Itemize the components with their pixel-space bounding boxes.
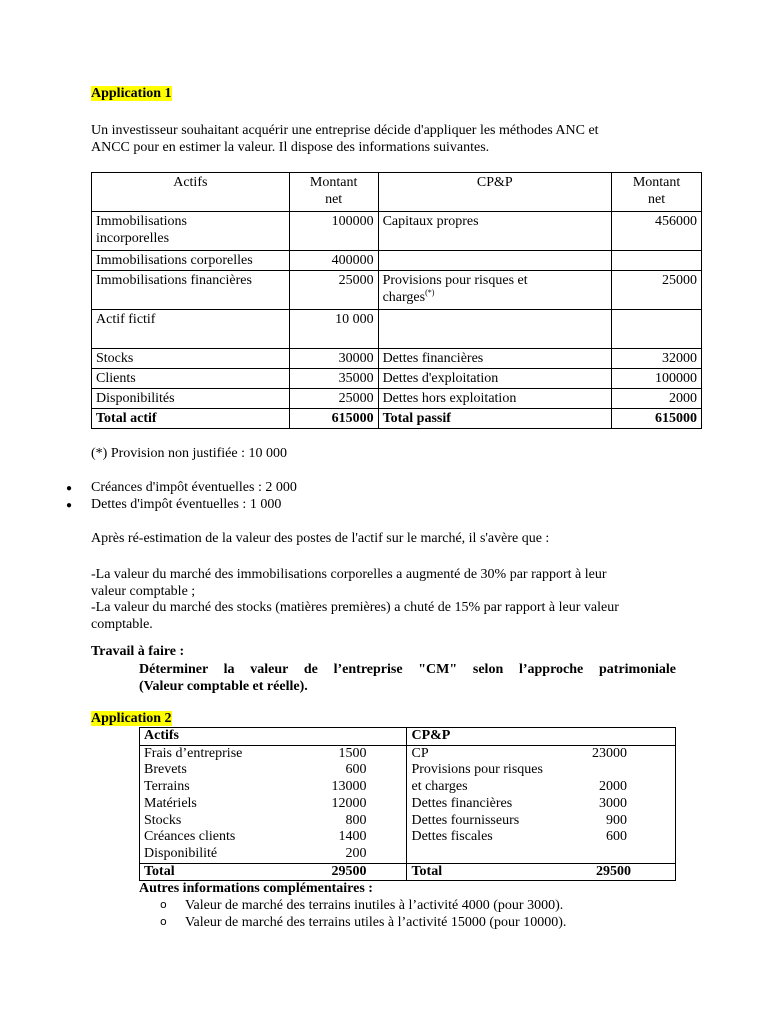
list-item: Dettes fournisseurs 900 xyxy=(411,812,627,828)
list-item: Terrains 13000 xyxy=(144,779,367,795)
point-immobilisations: -La valeur du marché des immobilisations corporelles a augmenté de 30% par rapport à leur valeur comptable ; xyxy=(91,567,607,599)
list-item: Matériels 12000 xyxy=(144,795,367,811)
table-row: Clients 35000 Dettes d'exploitation 100000 xyxy=(92,369,702,389)
list-item: Dettes fiscales 600 xyxy=(411,829,627,845)
bullet-icon: ● xyxy=(66,500,73,511)
autres-heading: Autres informations complémentaires : xyxy=(139,881,373,896)
list-item: et charges 2000 xyxy=(411,779,627,795)
table-header-row: Actifs CP&P xyxy=(140,728,676,746)
app1-intro: Un investisseur souhaitant acquérir une entreprise décide d'appliquer les méthodes ANC et ANCC pour en estimer la valeur. Il dispose des informations suivantes. xyxy=(91,123,599,155)
table-row: Disponibilités 25000 Dettes hors exploitation 2000 xyxy=(92,389,702,409)
app2-balance-table xyxy=(139,727,676,881)
provision-note: (*) Provision non justifiée : 10 000 xyxy=(91,446,287,461)
reestimation-text: Après ré-estimation de la valeur des postes de l'actif sur le marché, il s'avère que : xyxy=(91,531,550,546)
table-total-row: Total actif 615000 Total passif 615000 xyxy=(92,409,702,429)
table-row: Immobilisations incorporelles 100000 Capitaux propres 456000 xyxy=(92,212,702,251)
list-item: Dettes financières 3000 xyxy=(411,795,627,811)
list-item: CP 23000 xyxy=(411,745,627,761)
table-body-row xyxy=(140,745,676,863)
bullet-item: Créances d'impôt éventuelles : 2 000 xyxy=(91,480,297,495)
list-item: Brevets 600 xyxy=(144,762,367,778)
travail-heading: Travail à faire : xyxy=(91,644,185,659)
list-item: Stocks 800 xyxy=(144,812,367,828)
table-row: Immobilisations corporelles 400000 xyxy=(92,251,702,271)
app1-title: Application 1 xyxy=(91,86,172,101)
point-stocks: -La valeur du marché des stocks (matières premières) a chuté de 15% par rapport à leur valeur comptable. xyxy=(91,600,619,632)
table-total-row: Total 29500 Total 29500 xyxy=(140,863,676,881)
table-row: Actif fictif 10 000 xyxy=(92,310,702,349)
app2-title: Application 2 xyxy=(91,711,172,726)
list-item: Créances clients 1400 xyxy=(144,829,367,845)
table-row: Stocks 30000 Dettes financières 32000 xyxy=(92,349,702,369)
table-row: Immobilisations financières 25000 Provisions pour risques et charges(*) 25000 xyxy=(92,271,702,310)
app1-balance-table xyxy=(91,172,702,429)
list-item: Disponibilité 200 xyxy=(144,845,367,861)
circle-bullet-icon: o xyxy=(160,915,167,928)
bullet-item: Dettes d'impôt éventuelles : 1 000 xyxy=(91,497,282,512)
sub-bullet-item: Valeur de marché des terrains utiles à l’activité 15000 (pour 10000). xyxy=(185,915,567,930)
list-item xyxy=(411,846,627,863)
task-text: Déterminer la valeur de l’entreprise "CM" selon l’approche patrimoniale (Valeur comptable et réelle). xyxy=(139,662,676,694)
circle-bullet-icon: o xyxy=(160,898,167,911)
bullet-icon: ● xyxy=(66,483,73,494)
list-item: Frais d’entreprise 1500 xyxy=(144,745,367,761)
list-item: Provisions pour risques xyxy=(411,762,543,778)
table-header-row: Actifs Montant net CP&P Montant net xyxy=(92,173,702,212)
sub-bullet-item: Valeur de marché des terrains inutiles à l’activité 4000 (pour 3000). xyxy=(185,898,564,913)
